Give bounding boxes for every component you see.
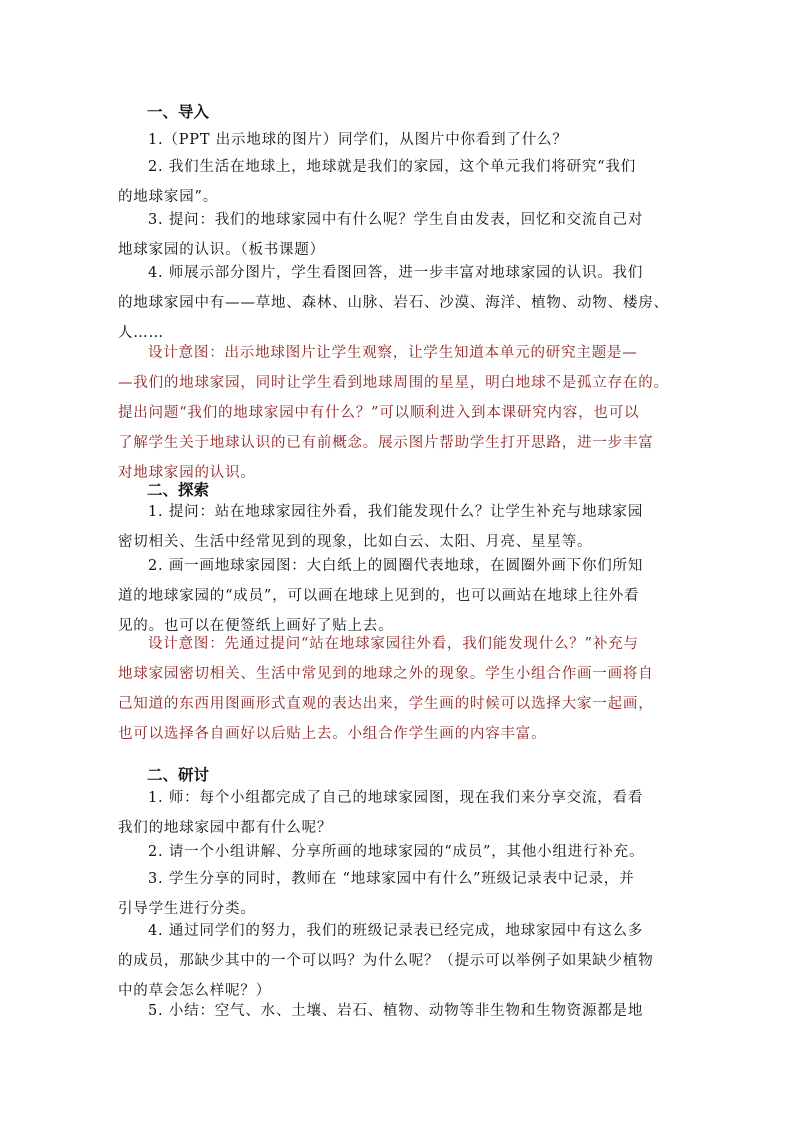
text-line: 的地球家园中有——草地、森林、山脉、岩石、沙漠、海洋、植物、动物、楼房、 — [118, 295, 669, 311]
paragraph — [118, 916, 678, 1006]
text-line: 4. 师展示部分图片，学生看图回答，进一步丰富对地球家园的认识。我们 — [148, 265, 644, 281]
text-line: 5. 小结：空气、水、土壤、岩石、植物、动物等非生物和生物资源都是地 — [148, 1003, 644, 1019]
text-line: 的地球家园”。 — [118, 189, 219, 205]
paragraph — [118, 996, 678, 1026]
text-line: 地球家园的认识。（板书课题） — [118, 242, 325, 258]
text-line: 地球家园密切相关、生活中常见到的地球之外的现象。学生小组合作画一画将自 — [118, 666, 654, 682]
paragraph — [118, 125, 678, 155]
paragraph — [118, 258, 678, 348]
text-line: 2. 请一个小组讲解、分享所画的地球家园的“成员”，其他小组进行补充。 — [148, 844, 645, 860]
text-line: —我们的地球家园，同时让学生看到地球周围的星星，明白地球不是孤立存在的。 — [118, 375, 669, 391]
design-intent-paragraph — [118, 338, 678, 488]
text-line: 也可以选择各自画好以后贴上去。小组合作学生画的内容丰富。 — [118, 726, 547, 742]
paragraph — [118, 783, 678, 843]
text-line: 人…… — [118, 325, 164, 341]
paragraph — [118, 205, 678, 265]
section-heading-intro: 一、导入 — [147, 103, 210, 121]
text-line: 我们的地球家园中都有什么呢？ — [118, 820, 333, 836]
text-line: 引导学生进行分类。 — [118, 901, 256, 917]
text-line: 见的。也可以在便签纸上画好了贴上去。 — [118, 618, 394, 634]
text-line: 1. 师：每个小组都完成了自己的地球家园图，现在我们来分享交流，看看 — [148, 790, 644, 806]
design-intent-paragraph — [118, 629, 678, 749]
paragraph — [118, 837, 678, 867]
text-line: 2. 画一画地球家园图：大白纸上的圆圈代表地球，在圆圈外画下你们所知 — [148, 558, 644, 574]
text-line: 密切相关、生活中经常见到的现象，比如白云、太阳、月亮、星星等。 — [118, 534, 593, 550]
text-line: 对地球家园的认识。 — [118, 465, 256, 481]
text-line: 的成员，那缺少其中的一个可以吗？为什么呢？（提示可以举例子如果缺少植物 — [118, 953, 654, 969]
text-line: 1.（PPT 出示地球的图片）同学们，从图片中你看到了什么？ — [148, 132, 568, 148]
text-line: 中的草会怎么样呢？） — [118, 983, 271, 999]
text-line: 3. 学生分享的同时，教师在 “地球家园中有什么”班级记录表中记录，并 — [148, 871, 635, 887]
text-line: 3. 提问：我们的地球家园中有什么呢？学生自由发表，回忆和交流自己对 — [148, 212, 644, 228]
text-line: 2. 我们生活在地球上，地球就是我们的家园，这个单元我们将研究“我们 — [148, 159, 637, 175]
paragraph — [118, 864, 678, 924]
text-line: 提出问题“我们的地球家园中有什么？”可以顺利进入到本课研究内容，也可以 — [118, 405, 640, 421]
text-line: 设计意图：出示地球图片让学生观察，让学生知道本单元的研究主题是— — [148, 345, 638, 361]
paragraph — [118, 551, 678, 641]
text-line: 己知道的东西用图画形式直观的表达出来，学生画的时候可以选择大家一起画， — [118, 696, 654, 712]
paragraph — [118, 497, 678, 557]
text-line: 道的地球家园的“成员”，可以画在地球上见到的，也可以画站在地球上往外看 — [118, 588, 640, 604]
text-line: 了解学生关于地球认识的已有前概念。展示图片帮助学生打开思路，进一步丰富 — [118, 435, 654, 451]
text-line: 4. 通过同学们的努力，我们的班级记录表已经完成，地球家园中有这么多 — [148, 923, 644, 939]
text-line: 设计意图：先通过提问“站在地球家园往外看，我们能发现什么？”补充与 — [148, 636, 639, 652]
text-line: 1. 提问：站在地球家园往外看，我们能发现什么？让学生补充与地球家园 — [148, 504, 644, 520]
section-heading-discuss: 二、研讨 — [147, 766, 210, 784]
paragraph — [118, 152, 678, 212]
section-heading-explore: 二、探索 — [147, 481, 210, 499]
